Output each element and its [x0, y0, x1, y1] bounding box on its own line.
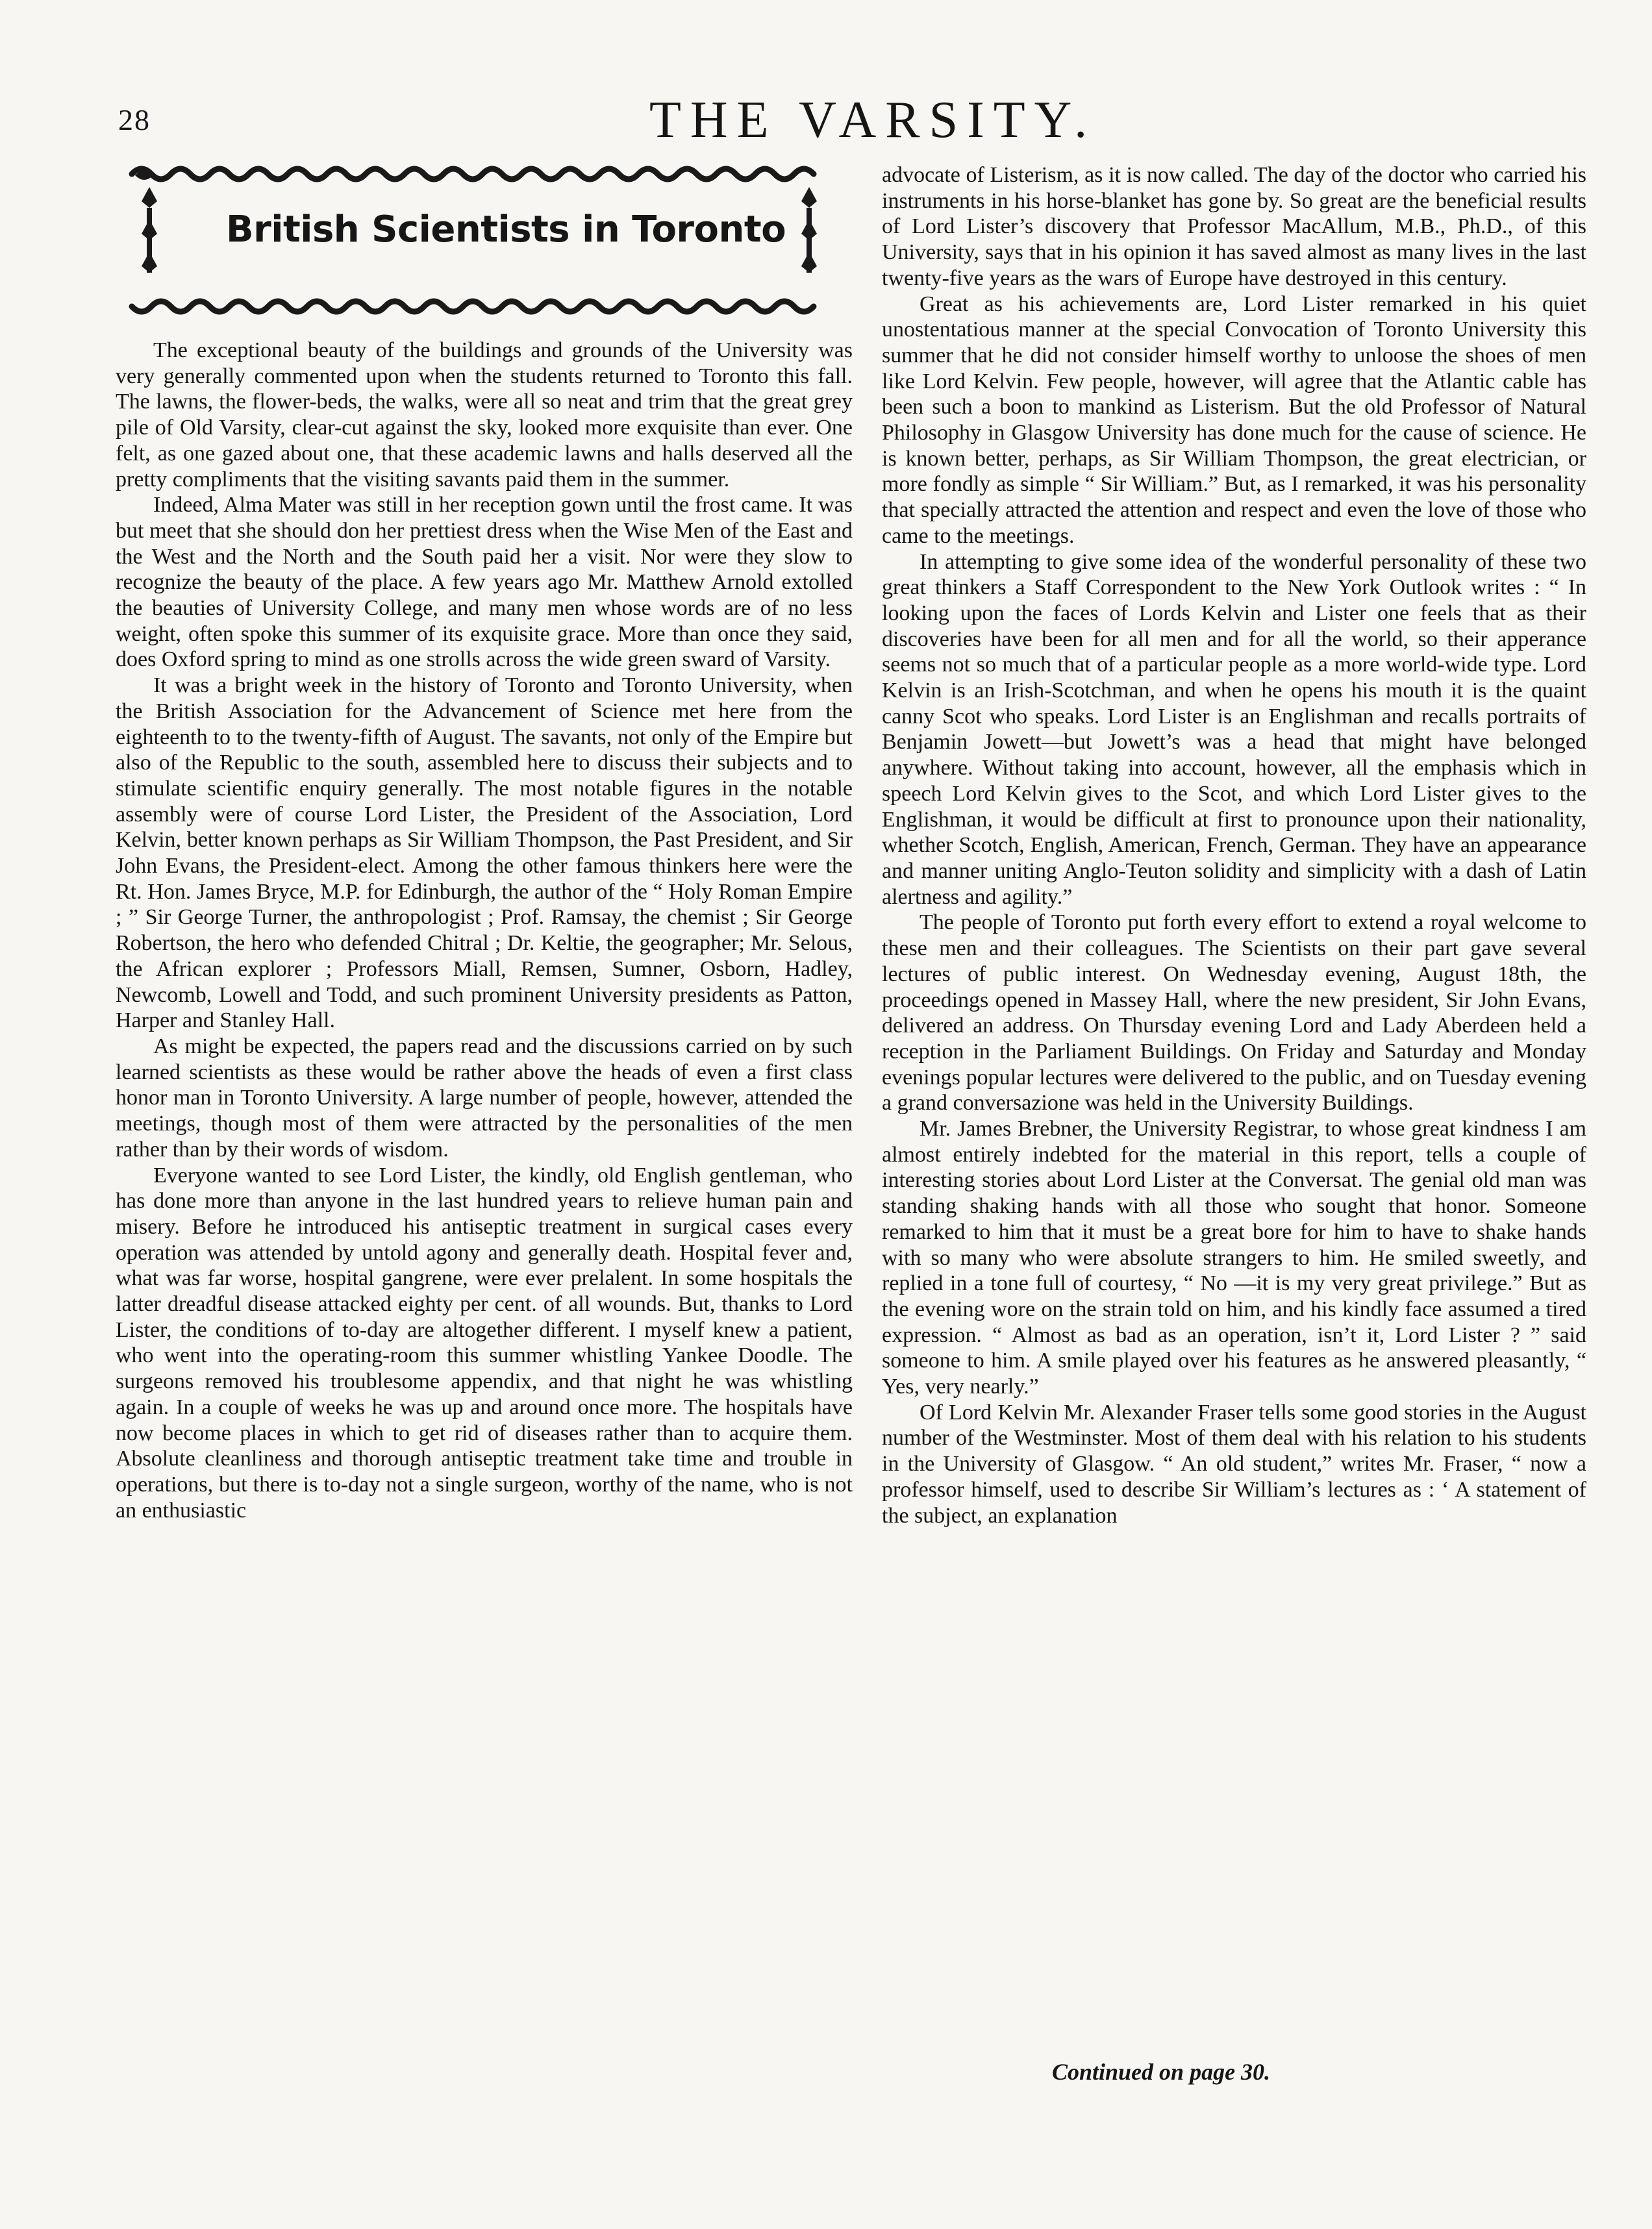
paragraph: The people of Toronto put forth every effort to extend a royal welcome to these men and their colleagues. The Scientists on their part gave several lectures of public interest. On Wednesday evening, August 18th, the proceedings opened in Massey Hall, where the new president, Sir John Evans, delivered an address. On Thursday evening Lord and Lady Aberdeen held a reception in the Parliament Buildings. On Friday and Saturday and Monday evenings popular lectures were delivered to the public, and on Tuesday evening a grand conversazione was held in the University Buildings. [882, 910, 1586, 1115]
left-column [116, 162, 853, 1523]
continued-note: Continued on page 30. [1052, 2059, 1271, 2085]
paragraph: Everyone wanted to see Lord Lister, the kindly, old English gentleman, who has done more than anyone in the last hundred years to relieve human pain and misery. Before he introduced his antiseptic treatment in surgical cases every operation was attended by untold agony and generally death. Hospital fever and, what was far worse, hospital gangrene, were ever prelalent. In some hospitals the latter dreadful disease attacked eighty per cent. of all wounds. But, thanks to Lord Lister, the conditions of to-day are altogether different. I myself knew a patient, who went into the operating-room this summer whistling Yankee Doodle. The surgeons removed his troublesome appendix, and that night he was whistling again. In a couple of weeks he was up and around once more. The hospitals have now become places in which to get rid of diseases rather than to acquire them. Absolute cleanliness and thorough antiseptic treatment take time and trouble in operations, but there is to-day not a single surgeon, worthy of the name, who is not an enthusiastic [116, 1163, 853, 1523]
paragraph: Indeed, Alma Mater was still in her reception gown until the frost came. It was but meet that she should don her prettiest dress when the Wise Men of the East and the West and the North and the South paid her a visit. Nor were they slow to recognize the beauty of the place. A few years ago Mr. Matthew Arnold extolled the beauties of University College, and many men whose words are of no less weight, often spoke this summer of its exquisite grace. More than once they said, does Oxford spring to mind as one strolls across the wide green sward of Varsity. [116, 493, 853, 672]
paragraph: The exceptional beauty of the buildings and grounds of the University was very generally commented upon when the students returned to Toronto this fall. The lawns, the flower-beds, the walks, were all so neat and trim that the great grey pile of Old Varsity, clear-cut against the sky, looked more exquisite than ever. One felt, as one gazed about one, that these academic lawns and halls deserved all the pretty compliments that the visiting savants paid them in the summer. [116, 338, 853, 492]
page-number: 28 [118, 103, 151, 136]
paragraph-continuation: advocate of Listerism, as it is now called. The day of the doctor who carried his instruments in his horse-blanket has gone by. So great are the beneficial results of Lord Lister’s discovery that Professor MacAllum, M.B., Ph.D., of this University, says that in his opinion it has saved almost as many lives in the last twenty-five years as the wars of Europe have destroyed in this century. [882, 163, 1586, 290]
paragraph: Mr. James Brebner, the University Registrar, to whose great kindness I am almost entirely indebted for the material in this report, tells a couple of interesting stories about Lord Lister at the Conversat. The genial old man was standing shaking hands with all those who sought that honor. Someone remarked to him that it must be a great bore for him to have to shake hands with so many who were absolute strangers to him. He smiled sweetly, and replied in a tone full of courtesy, “ No —it is my very great privilege.” But as the evening wore on the strain told on him, and his kindly face assumed a tired expression. “ Almost as bad as an operation, isn’t it, Lord Lister ? ” said someone to him. A smile played over his features as he answered pleasantly, “ Yes, very nearly.” [882, 1117, 1586, 1399]
paragraph: In attempting to give some idea of the wonderful personality of these two great thinkers a Staff Correspondent to the New York Outlook writes : “ In looking upon the faces of Lords Kelvin and Lister one feels that as their discoveries have been for all men and for all the world, so their apperance seems not so much that of a particular people as a more world-wide type. Lord Kelvin is an Irish-Scotchman, and when he opens his mouth it is the quaint canny Scot who speaks. Lord Lister is an Englishman and recalls portraits of Benjamin Jowett—but Jowett’s was a head that might have belonged anywhere. Without taking into account, however, all the emphasis which in speech Lord Kelvin gives to the Scot, and which Lord Lister gives to the Englishman, it would be difficult at first to pronounce upon their nationality, whether Scotch, English, American, French, German. They have an appearance and manner uniting Anglo-Teuton solidity and simplicity with a dash of Latin alertness and agility.” [882, 549, 1586, 909]
title-box [116, 162, 843, 318]
paragraph: As might be expected, the papers read and the discussions carried on by such learned scientists as these would be rather above the heads of even a first class honor man in Toronto University. A large number of people, however, attended the meetings, though most of them were attracted by the personalities of the men rather than by their words of wisdom. [116, 1034, 853, 1162]
article-title: British Scientists in Toronto [226, 208, 786, 251]
paragraph: Great as his achievements are, Lord Lister remarked in his quiet unostentatious manner at the special Convocation of Toronto University this summer that he did not consider himself worthy to unloose the shoes of men like Lord Kelvin. Few people, however, will agree that the Atlantic cable has been such a boon to mankind as Listerism. But the old Professor of Natural Philosophy in Glasgow University has done much for the cause of science. He is known better, perhaps, as Sir William Thompson, the great electrician, or more fondly as simple “ Sir William.” But, as I remarked, it was his personality that specially attracted the attention and respect and even the love of those who came to the meetings. [882, 292, 1586, 548]
paragraph: Of Lord Kelvin Mr. Alexander Fraser tells some good stories in the August number of the Westminster. Most of them deal with his relation to his students in the University of Glasgow. “ An old student,” writes Mr. Fraser, “ now a professor himself, used to describe Sir William’s lectures as : ‘ A statement of the subject, an explanation [882, 1400, 1586, 1528]
masthead: THE VARSITY. [649, 92, 1097, 149]
right-column [882, 162, 1586, 1528]
paragraph: It was a bright week in the history of Toronto and Toronto University, when the British Association for the Advancement of Science met here from the eighteenth to to the twenty-fifth of August. The savants, not only of the Empire but also of the Republic to the south, assembled here to discuss their subjects and to stimulate scientific enquiry generally. The most notable figures in the notable assembly were of course Lord Lister, the President of the Association, Lord Kelvin, better known perhaps as Sir William Thompson, the Past President, and Sir John Evans, the President-elect. Among the other famous thinkers here were the Rt. Hon. James Bryce, M.P. for Edinburgh, the author of the “ Holy Roman Empire ; ” Sir George Turner, the anthropologist ; Prof. Ramsay, the chemist ; Sir George Robertson, the hero who defended Chitral ; Dr. Keltie, the geographer; Mr. Selous, the African explorer ; Professors Miall, Remsen, Sumner, Osborn, Hadley, Newcomb, Lowell and Todd, and such prominent University presidents as Patton, Harper and Stanley Hall. [116, 673, 853, 1033]
